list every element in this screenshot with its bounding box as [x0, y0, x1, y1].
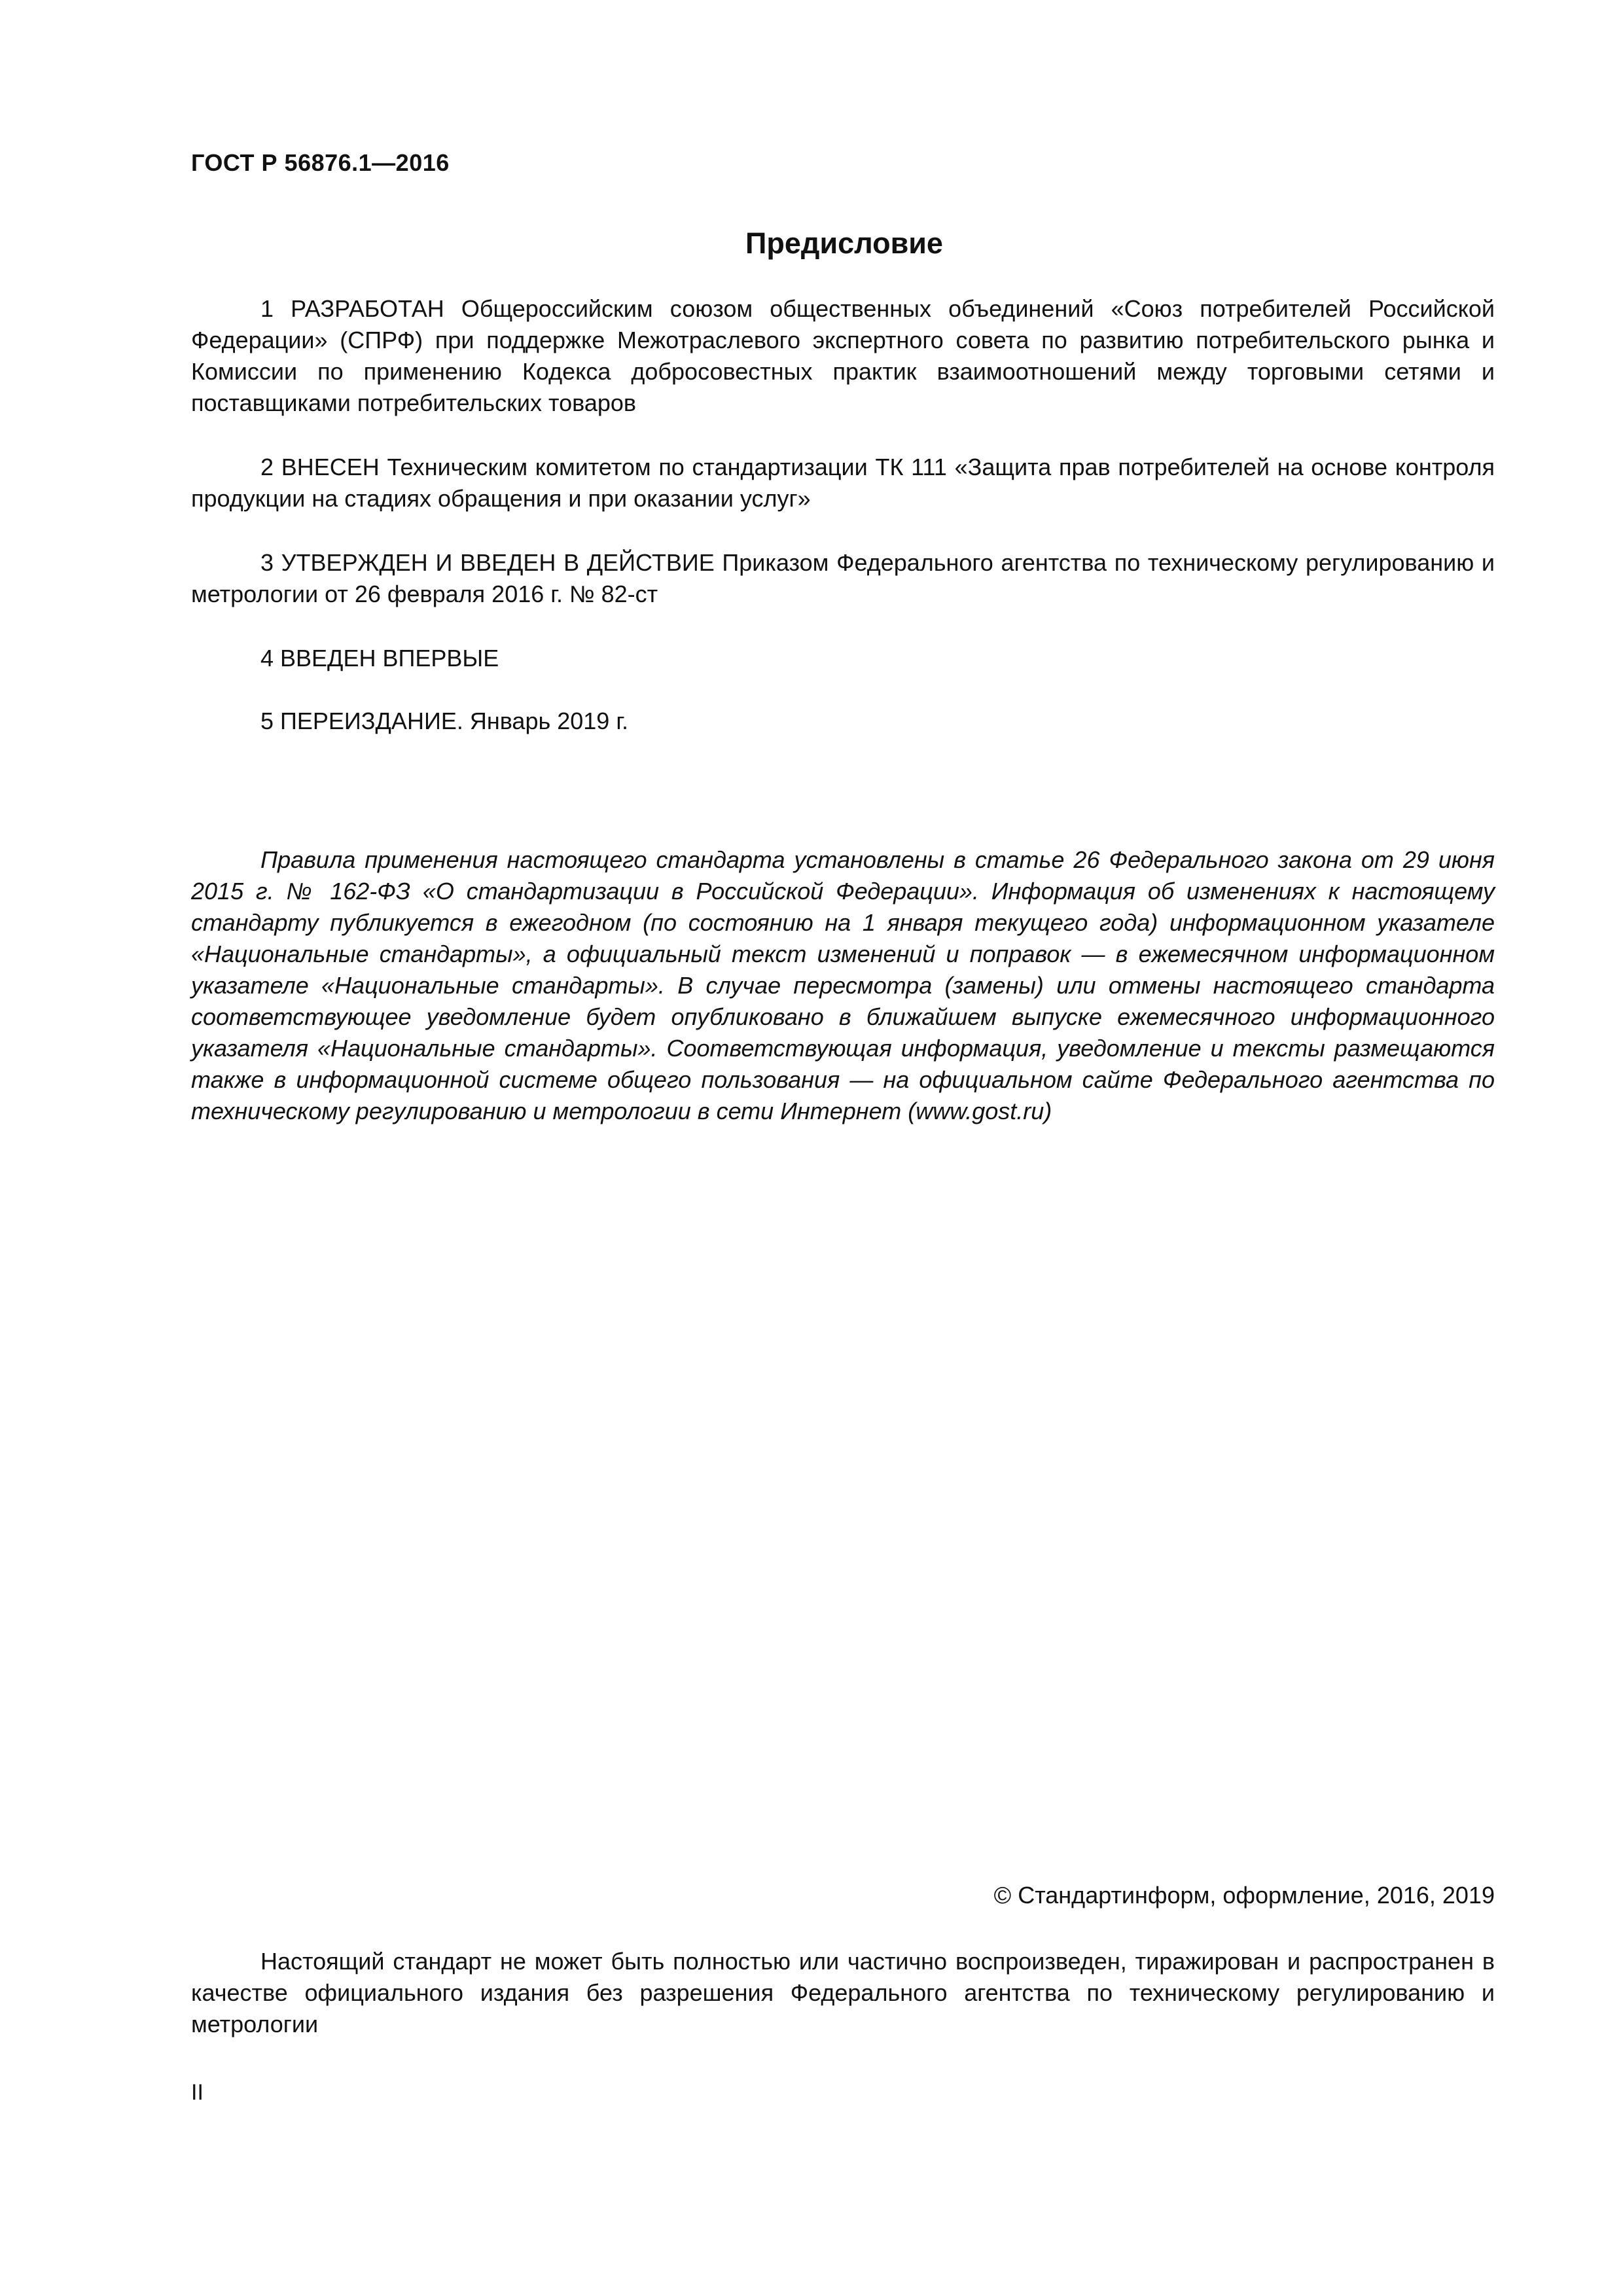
foreword-item-1: 1 РАЗРАБОТАН Общероссийским союзом общественных объединений «Союз потребителей Российской Федерации» (СПРФ) при поддержке Межотраслевого экспертного совета по развитию потребительского рынка и Комиссии по применению Кодекса добросовестных практик взаимоотношений между торговыми сетями и поставщиками потребительских товаров: [191, 295, 1495, 416]
copyright-line: © Стандартинформ, оформление, 2016, 2019: [993, 1882, 1495, 1909]
foreword-item-5: 5 ПЕРЕИЗДАНИЕ. Январь 2019 г.: [260, 708, 629, 734]
foreword-item-3: 3 УТВЕРЖДЕН И ВВЕДЕН В ДЕЙСТВИЕ Приказом Федерального агентства по техническому регулированию и метрологии от 26 февраля 2016 г. № 82-ст: [191, 549, 1495, 607]
foreword-items: [191, 293, 1495, 768]
page-title: Предисловие: [745, 226, 943, 260]
foreword-item-4: 4 ВВЕДЕН ВПЕРВЫЕ: [260, 645, 499, 672]
page-number: II: [191, 2080, 204, 2105]
standard-code: ГОСТ Р 56876.1—2016: [191, 149, 450, 176]
application-rules-notice: Правила применения настоящего стандарта установлены в статье 26 Федерального закона от 29 июня 2015 г. № 162-ФЗ «О стандартизации в Российской Федерации». Информация об изменениях к настоящему стандарту публикуется в ежегодном (по состоянию на 1 января текущего года) информационном указателе «Национальные стандарты», а официальный текст изменений и поправок — в ежемесячном информационном указателе «Национальные стандарты». В случае пересмотра (замены) или отмены настоящего стандарта соответствующее уведомление будет опубликовано в ближайшем выпуске ежемесячного информационного указателя «Национальные стандарты». Соответствующая информация, уведомление и тексты размещаются также в информационной системе общего пользования — на официальном сайте Федерального агентства по техническому регулированию и метрологии в сети Интернет (www.gost.ru): [191, 846, 1495, 1124]
foreword-item-2: 2 ВНЕСЕН Техническим комитетом по стандартизации ТК 111 «Защита прав потребителей на основе контроля продукции на стадиях обращения и при оказании услуг»: [191, 454, 1495, 512]
reproduction-restriction: Настоящий стандарт не может быть полностью или частично воспроизведен, тиражирован и распространен в качестве официального издания без разрешения Федерального агентства по техническому регулированию и метрологии: [191, 1948, 1495, 2037]
